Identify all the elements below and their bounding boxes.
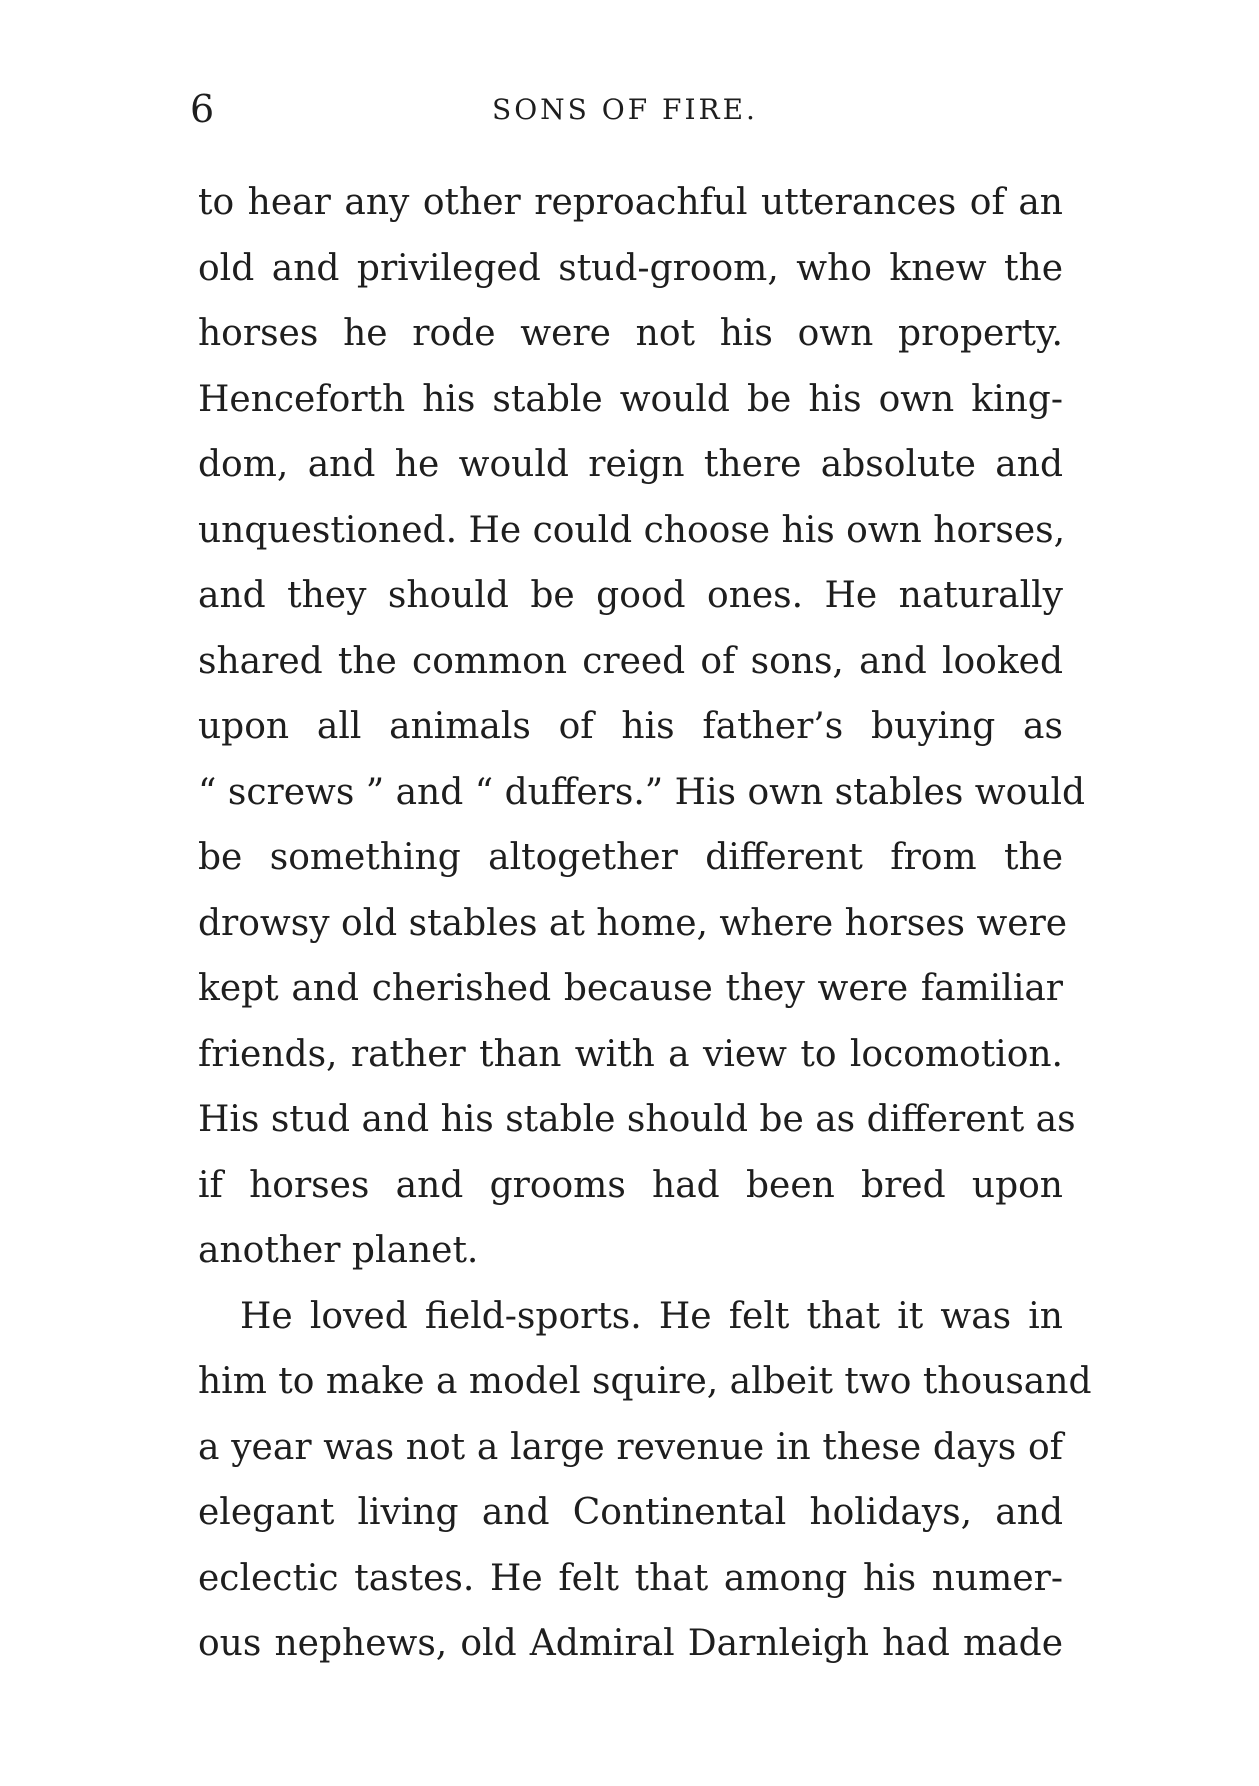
text-line: eclectic tastes. He felt that among his numer- xyxy=(198,1557,1063,1599)
text-line: unquestioned. He could choose his own horses, xyxy=(198,509,1066,551)
text-line: be something altogether different from the xyxy=(198,837,1063,878)
text-line: horses he rode were not his own property. xyxy=(198,313,1063,354)
text-line: drowsy old stables at home, where horses were xyxy=(198,902,1068,944)
text-line: shared the common creed of sons, and looked xyxy=(198,640,1063,682)
page-number: 6 xyxy=(190,87,215,131)
text-line: upon all animals of his father’s buying as xyxy=(198,706,1063,747)
text-line: ous nephews, old Admiral Darnleigh had made xyxy=(198,1623,1063,1664)
text-line: if horses and grooms had been bred upon xyxy=(198,1164,1063,1206)
text-line: His stud and his stable should be as different as xyxy=(198,1099,1076,1140)
text-line: dom, and he would reign there absolute and xyxy=(198,444,1063,485)
text-line: friends, rather than with a view to locomotion. xyxy=(198,1033,1063,1075)
text-line: kept and cherished because they were familiar xyxy=(198,968,1063,1009)
paragraph-1 xyxy=(198,170,1086,1284)
text-line: old and privileged stud-groom, who knew the xyxy=(198,247,1063,289)
running-title: SONS OF FIRE. xyxy=(492,93,758,126)
text-line: “ screws ” and “ duffers.” His own stables would xyxy=(198,771,1086,813)
text-line: him to make a model squire, albeit two thousand xyxy=(198,1361,1092,1402)
text-line: and they should be good ones. He naturally xyxy=(198,575,1063,616)
text-line: Henceforth his stable would be his own king- xyxy=(198,378,1063,420)
text-line: to hear any other reproachful utterances of an xyxy=(198,182,1063,223)
text-line: elegant living and Continental holidays, and xyxy=(198,1492,1063,1533)
text-line: another planet. xyxy=(198,1230,479,1271)
paragraph-2 xyxy=(198,1284,1092,1677)
body-text xyxy=(198,170,1092,1677)
page-header xyxy=(190,88,1060,138)
text-line: He loved field-sports. He felt that it was in xyxy=(240,1295,1063,1337)
text-line: a year was not a large revenue in these days of xyxy=(198,1426,1063,1468)
